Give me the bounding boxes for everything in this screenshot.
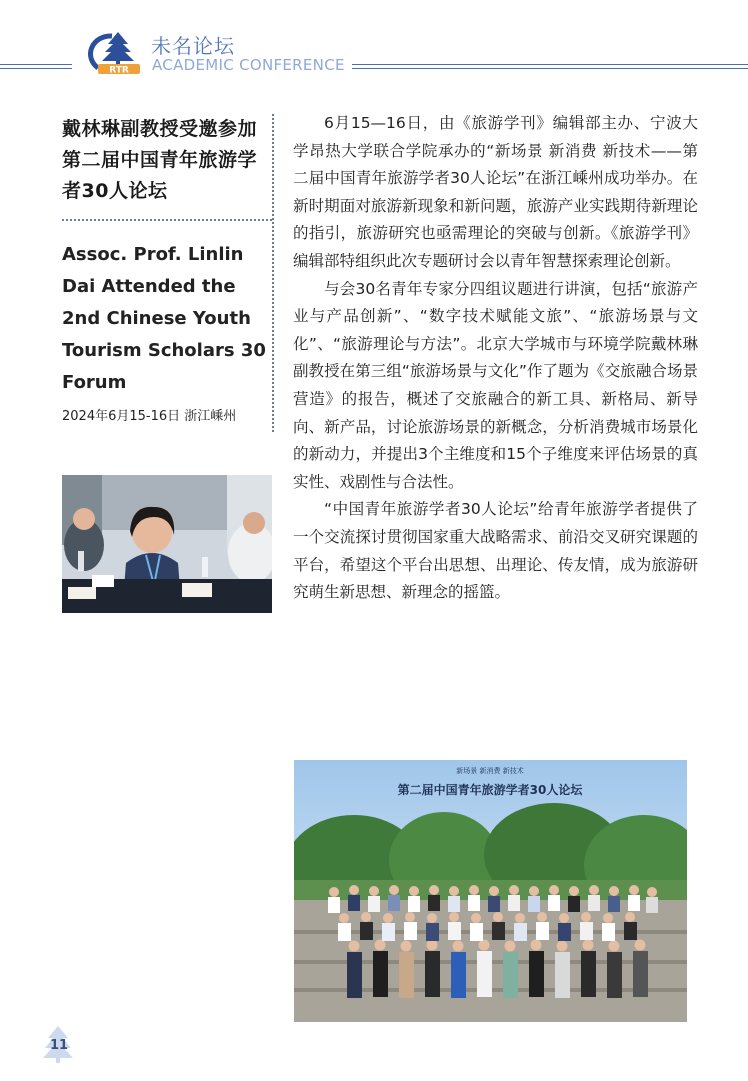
body-paragraph-1: 6月15—16日，由《旅游学刊》编辑部主办、宁波大学昂热大学联合学院承办的“新场景 新消费 新技术——第二届中国青年旅游学者30人论坛”在浙江嵊州成功举办。在新时期面对旅游新现象和新问题，旅游产业实践期待新理论的指引，旅游研究也亟需理论的突破与创新。《旅游学刊》编辑部特组织此次专题研讨会以青年智慧探索理论创新。	[293, 114, 698, 270]
vertical-dotted-divider	[272, 114, 274, 432]
header-rule-right-2	[352, 68, 748, 69]
page-number: 11	[50, 1038, 69, 1053]
header-rule-right	[352, 64, 748, 65]
forum-logo-icon	[74, 30, 144, 74]
banner-line-2: 第二届中国青年旅游学者30人论坛	[397, 783, 583, 797]
banner-line-1: 新场景 新消费 新技术	[456, 767, 524, 775]
group-photo	[294, 760, 687, 1022]
brand-title-en: ACADEMIC CONFERENCE	[152, 56, 345, 74]
event-date-location: 2024年6月15-16日 浙江嵊州	[62, 409, 237, 424]
header-rule-left-2	[0, 68, 72, 69]
brand-title-cn: 未名论坛	[151, 34, 235, 58]
sidebar-column	[62, 114, 272, 424]
article-title-en: Assoc. Prof. Linlin Dai Attended the 2nd Chinese Youth Tourism Scholars 30 Forum	[62, 244, 266, 393]
body-paragraph-3: “中国青年旅游学者30人论坛”给青年旅游学者提供了一个交流探讨贯彻国家重大战略需求、前沿交叉研究课题的平台，希望这个平台出思想、出理论、传友情，成为旅游研究萌生新思想、新理念的摇篮。	[293, 500, 698, 602]
dotted-divider	[62, 219, 272, 221]
header-rule-left	[0, 64, 72, 65]
logo-text: RTR	[109, 65, 129, 74]
speaker-photo	[62, 475, 272, 613]
article-body	[293, 110, 698, 607]
article-title-cn: 戴林琳副教授受邀参加第二届中国青年旅游学者30人论坛	[62, 118, 258, 202]
body-paragraph-2: 与会30名青年专家分四组议题进行讲演，包括“旅游产业与产品创新”、“数字技术赋能文旅”、“旅游场景与文化”、“旅游理论与方法”。北京大学城市与环境学院戴林琳副教授在第三组“旅游场景与文化”作了题为《交旅融合场景营造》的报告，概述了交旅融合的新工具、新格局、新导向、新产品，讨论旅游场景的新概念，分析消费城市场景化的新动力，并提出3个主维度和15个子维度来评估场景的真实性、戏剧性与合法性。	[293, 279, 698, 491]
